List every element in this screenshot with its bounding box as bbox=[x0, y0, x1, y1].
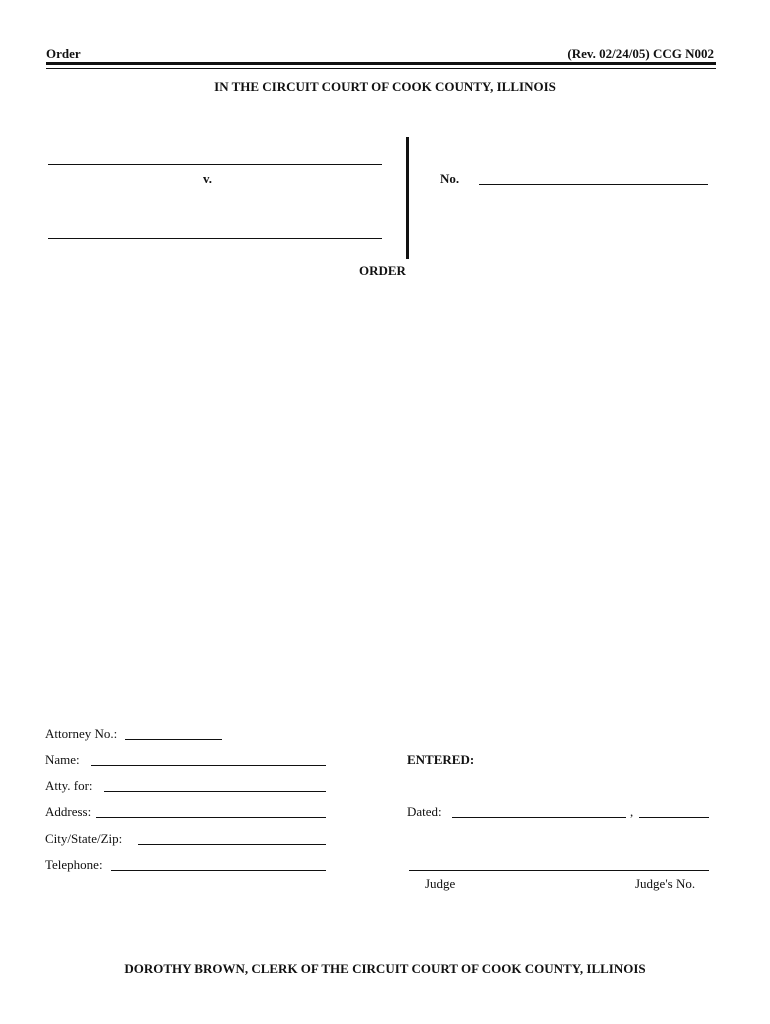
form-type-label: Order bbox=[46, 46, 81, 61]
year-line[interactable] bbox=[639, 817, 709, 818]
form-revision-label: (Rev. 02/24/05) CCG N002 bbox=[567, 46, 714, 61]
dated-line[interactable] bbox=[452, 817, 626, 818]
atty-for-label: Atty. for: bbox=[45, 778, 93, 793]
judge-label: Judge bbox=[425, 876, 456, 891]
city-state-zip-line[interactable] bbox=[138, 844, 326, 845]
entered-label: ENTERED: bbox=[407, 752, 475, 767]
versus-label: v. bbox=[203, 171, 213, 186]
attorney-no-label: Attorney No.: bbox=[45, 726, 118, 741]
order-body-area[interactable] bbox=[46, 300, 716, 710]
name-line[interactable] bbox=[91, 765, 326, 766]
address-label: Address: bbox=[45, 804, 92, 819]
atty-for-line[interactable] bbox=[104, 791, 326, 792]
telephone-label: Telephone: bbox=[45, 857, 103, 872]
attorney-no-line[interactable] bbox=[125, 739, 222, 740]
header-rule-thick bbox=[46, 62, 716, 65]
judge-signature-line[interactable] bbox=[409, 870, 709, 871]
judge-no-label: Judge's No. bbox=[635, 876, 696, 891]
caption-divider bbox=[406, 137, 409, 259]
telephone-line[interactable] bbox=[111, 870, 326, 871]
header-rule-thin bbox=[46, 68, 716, 69]
court-title: IN THE CIRCUIT COURT OF COOK COUNTY, ILLINOIS bbox=[214, 79, 556, 94]
case-number-line[interactable] bbox=[479, 184, 708, 185]
defendant-line[interactable] bbox=[48, 238, 382, 239]
plaintiff-line[interactable] bbox=[48, 164, 382, 165]
city-state-zip-label: City/State/Zip: bbox=[45, 831, 123, 846]
order-title: ORDER bbox=[359, 263, 406, 278]
dated-label: Dated: bbox=[407, 804, 442, 819]
case-number-label: No. bbox=[440, 171, 460, 186]
name-label: Name: bbox=[45, 752, 80, 767]
address-line[interactable] bbox=[96, 817, 326, 818]
date-comma: , bbox=[630, 804, 634, 819]
clerk-footer: DOROTHY BROWN, CLERK OF THE CIRCUIT COURT OF COOK COUNTY, ILLINOIS bbox=[124, 961, 646, 976]
